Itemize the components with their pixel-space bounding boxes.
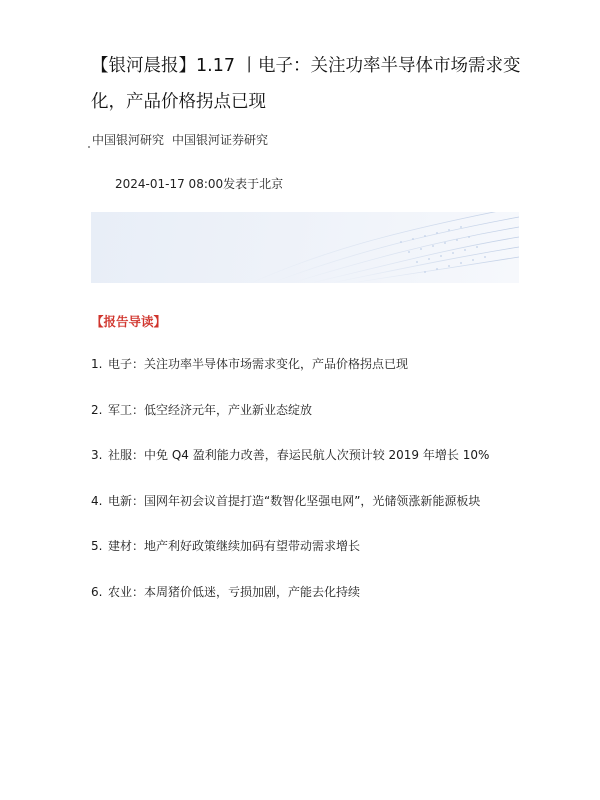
item-text: 军工：低空经济元年，产业新业态绽放 bbox=[108, 402, 313, 417]
item-number: 3. bbox=[91, 448, 103, 462]
article-title: 【银河晨报】1.17 丨电子：关注功率半导体市场需求变化，产品价格拐点已现 bbox=[91, 56, 521, 112]
report-list bbox=[91, 355, 531, 628]
account-name[interactable]: 中国银河证券研究 bbox=[172, 133, 269, 147]
list-item bbox=[91, 446, 531, 492]
item-number: 4. bbox=[91, 493, 103, 508]
list-item bbox=[91, 537, 531, 583]
item-number: 6. bbox=[91, 584, 103, 599]
bullet-dot-icon bbox=[88, 146, 90, 148]
item-number: 2. bbox=[91, 402, 103, 417]
item-text: 社服：中免 Q4 盈利能力改善，春运民航人次预计较 2019 年增长 10% bbox=[108, 448, 490, 462]
list-item bbox=[91, 583, 531, 629]
publish-date: 2024-01-17 08:00发表于北京 bbox=[115, 177, 284, 191]
list-item bbox=[91, 355, 531, 401]
wave-pattern-icon bbox=[91, 212, 519, 283]
item-number: 1. bbox=[91, 357, 103, 371]
item-text: 电子：关注功率半导体市场需求变化，产品价格拐点已现 bbox=[108, 357, 409, 371]
item-number: 5. bbox=[91, 539, 103, 553]
list-item bbox=[91, 401, 531, 447]
item-text: 建材：地产利好政策继续加码有望带动需求增长 bbox=[108, 539, 361, 553]
item-text: 农业：本周猪价低迷，亏损加剧，产能去化持续 bbox=[108, 584, 361, 599]
item-text: 电新：国网年初会议首提打造“数智化坚强电网”，光储领涨新能源板块 bbox=[108, 493, 481, 508]
section-heading: 【报告导读】 bbox=[91, 314, 167, 329]
author-line bbox=[88, 131, 268, 148]
list-item bbox=[91, 492, 531, 538]
header-banner-image bbox=[91, 212, 519, 283]
author-name[interactable]: 中国银河研究 bbox=[92, 133, 165, 147]
